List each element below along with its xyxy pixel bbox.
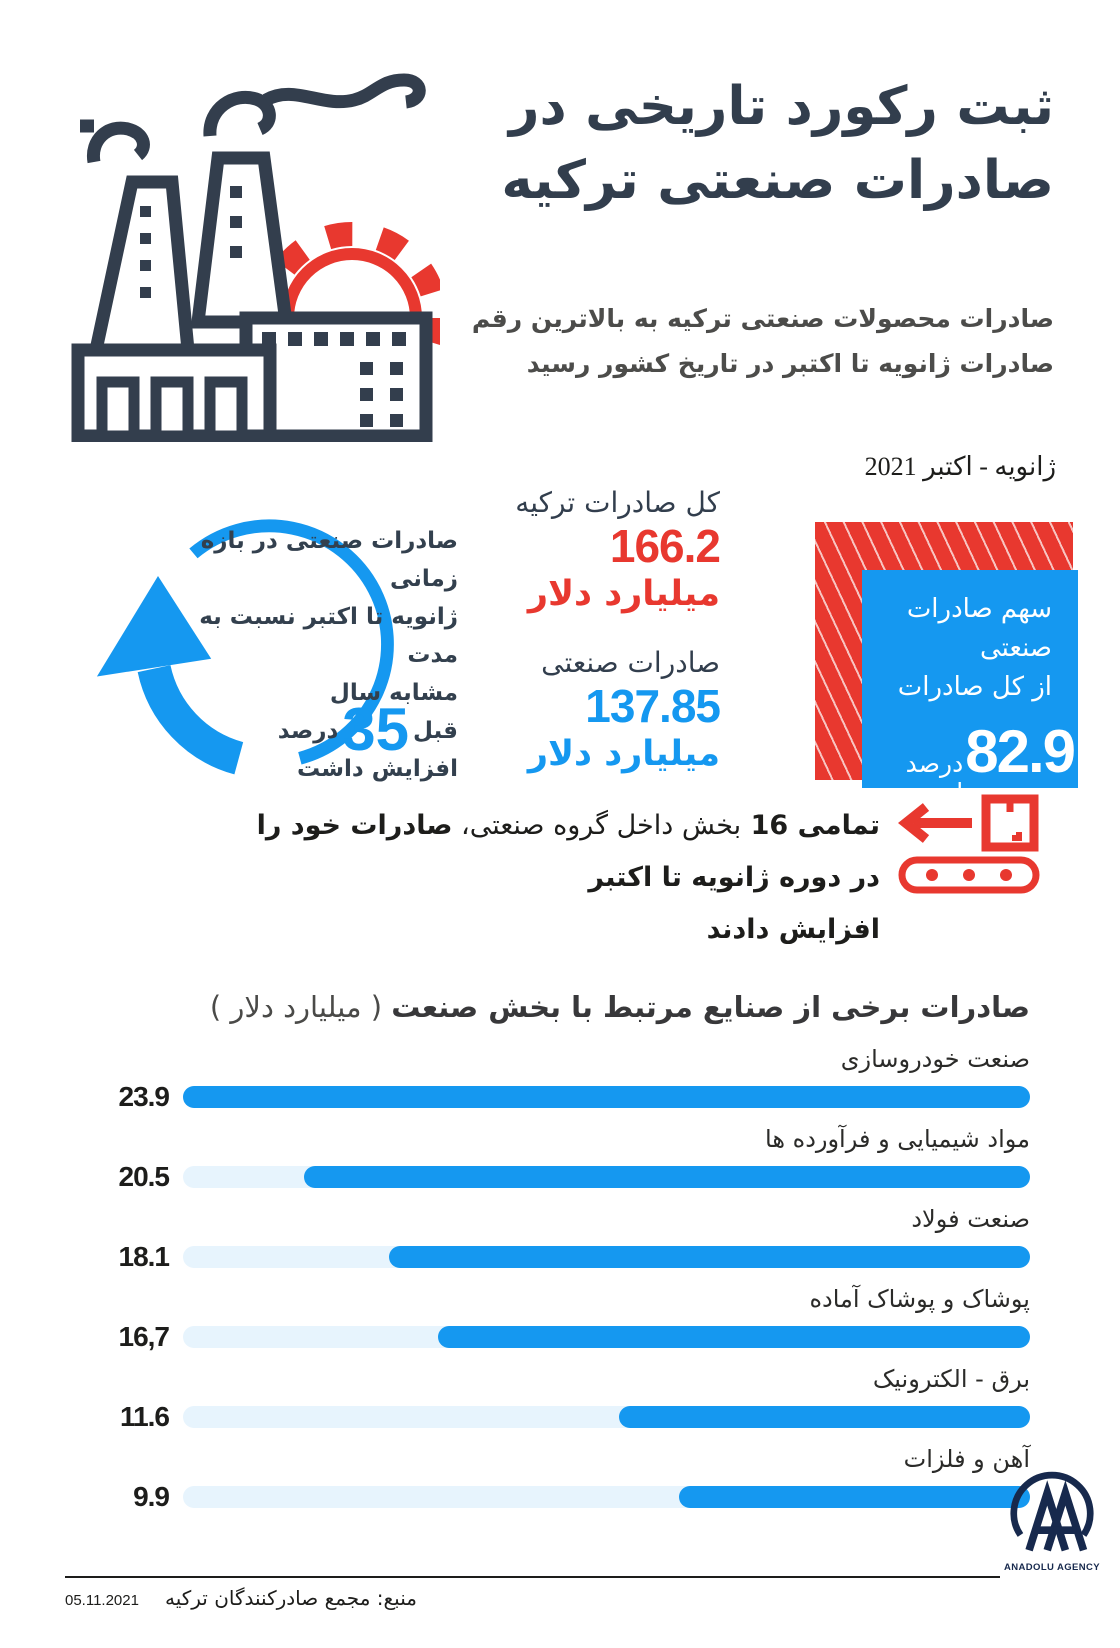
bar-track <box>183 1086 1030 1108</box>
bar-row <box>105 1446 1030 1526</box>
bar-row <box>105 1286 1030 1366</box>
bar-label: برق - الکترونیک <box>872 1365 1030 1393</box>
share-label-line-1: سهم صادرات صنعتی <box>906 594 1052 663</box>
sectors-note-segment: تمامی 16 <box>741 810 880 841</box>
bar-track <box>183 1406 1030 1428</box>
bar-fill <box>619 1406 1030 1428</box>
footer-divider <box>65 1576 1000 1578</box>
conveyor-belt-icon <box>898 794 1040 894</box>
total-exports-unit: میلیارد دلار <box>527 574 720 614</box>
footer-source: منبع: مجمع صادرکنندگان ترکیه <box>164 1586 417 1610</box>
factory-icon <box>60 70 440 442</box>
chart-title <box>210 990 1030 1024</box>
agency-logo <box>1000 1470 1104 1573</box>
sectors-note-line-1 <box>220 800 880 904</box>
total-exports-value: 166.2 <box>609 520 720 572</box>
bar-label: آهن و فلزات <box>903 1445 1030 1473</box>
bar-label: صنعت خودروسازی <box>840 1045 1030 1073</box>
period-label: ژانویه - اکتبر 2021 <box>864 452 1056 481</box>
industrial-exports-value: 137.85 <box>585 680 720 732</box>
bar-fill <box>304 1166 1030 1188</box>
bar-track <box>183 1486 1030 1508</box>
page-title <box>501 70 1054 218</box>
share-label-line-2: از کل صادرات <box>897 672 1052 702</box>
growth-percent-value: 35 <box>342 696 410 763</box>
growth-line-3: مشابه سال قبل35درصد <box>277 680 458 763</box>
bar-label: صنعت فولاد <box>911 1205 1030 1233</box>
bar-chart <box>105 1046 1030 1526</box>
industrial-exports-unit: میلیارد دلار <box>527 734 720 774</box>
chart-unit-label: ( میلیارد دلار ) <box>209 990 383 1024</box>
bar-value: 16,7 <box>118 1321 169 1352</box>
bar-label: پوشاک و پوشاک آماده <box>809 1285 1030 1313</box>
chart-title-text: صادرات برخی از صنایع مرتبط با بخش صنعت <box>391 990 1030 1024</box>
growth-text <box>150 522 458 788</box>
footer-date: 05.11.2021 <box>65 1592 139 1609</box>
bar-row <box>105 1206 1030 1286</box>
bar-row <box>105 1366 1030 1446</box>
bar-value: 11.6 <box>120 1401 169 1432</box>
bar-row <box>105 1046 1030 1126</box>
title-line-1: ثبت رکورد تاریخی در <box>508 76 1054 137</box>
growth-line-4: افزایش داشت <box>297 756 458 782</box>
bar-value: 18.1 <box>118 1241 169 1272</box>
bar-label: مواد شیمیایی و فرآورده ها <box>765 1125 1030 1153</box>
bar-fill <box>183 1086 1030 1108</box>
bar-fill <box>389 1246 1030 1268</box>
growth-line-2: ژانویه تا اکتبر نسبت به مدت <box>199 604 458 668</box>
aa-logo-icon <box>1004 1470 1100 1556</box>
subtitle-line-2: صادرات ژانویه تا اکتبر در تاریخ کشور رسید <box>526 349 1054 378</box>
bar-fill <box>438 1326 1030 1348</box>
share-suffix: درصد است <box>905 749 964 807</box>
sectors-note <box>220 800 880 956</box>
bar-track <box>183 1326 1030 1348</box>
bar-value: 23.9 <box>118 1081 169 1112</box>
bar-value: 20.5 <box>118 1161 169 1192</box>
bar-value: 9.9 <box>133 1481 169 1512</box>
factory-doors <box>102 382 242 436</box>
footer-meta <box>65 1586 417 1610</box>
bar-row <box>105 1126 1030 1206</box>
sectors-note-line-2: افزایش دادند <box>706 914 880 945</box>
smoke-lines <box>80 80 419 162</box>
industrial-exports-label: صادرات صنعتی <box>541 646 720 679</box>
bar-track <box>183 1246 1030 1268</box>
share-box <box>862 570 1078 807</box>
sectors-note-segment: صادرات خود را در دوره ژانویه تا اکتبر <box>256 810 880 893</box>
bar-track <box>183 1166 1030 1188</box>
total-exports-label: کل صادرات ترکیه <box>515 486 720 519</box>
agency-name: ANADOLU AGENCY <box>1003 1562 1101 1573</box>
bar-fill <box>679 1486 1030 1508</box>
subtitle-line-1: صادرات محصولات صنعتی ترکیه به بالاترین رقم <box>471 304 1054 333</box>
title-line-2: صادرات صنعتی ترکیه <box>501 150 1054 211</box>
subtitle <box>472 296 1054 386</box>
share-value: 82.9 <box>965 718 1074 785</box>
growth-line-1: صادرات صنعتی در بازه زمانی <box>200 528 458 592</box>
sectors-note-segment: بخش داخل گروه صنعتی، <box>452 810 742 841</box>
